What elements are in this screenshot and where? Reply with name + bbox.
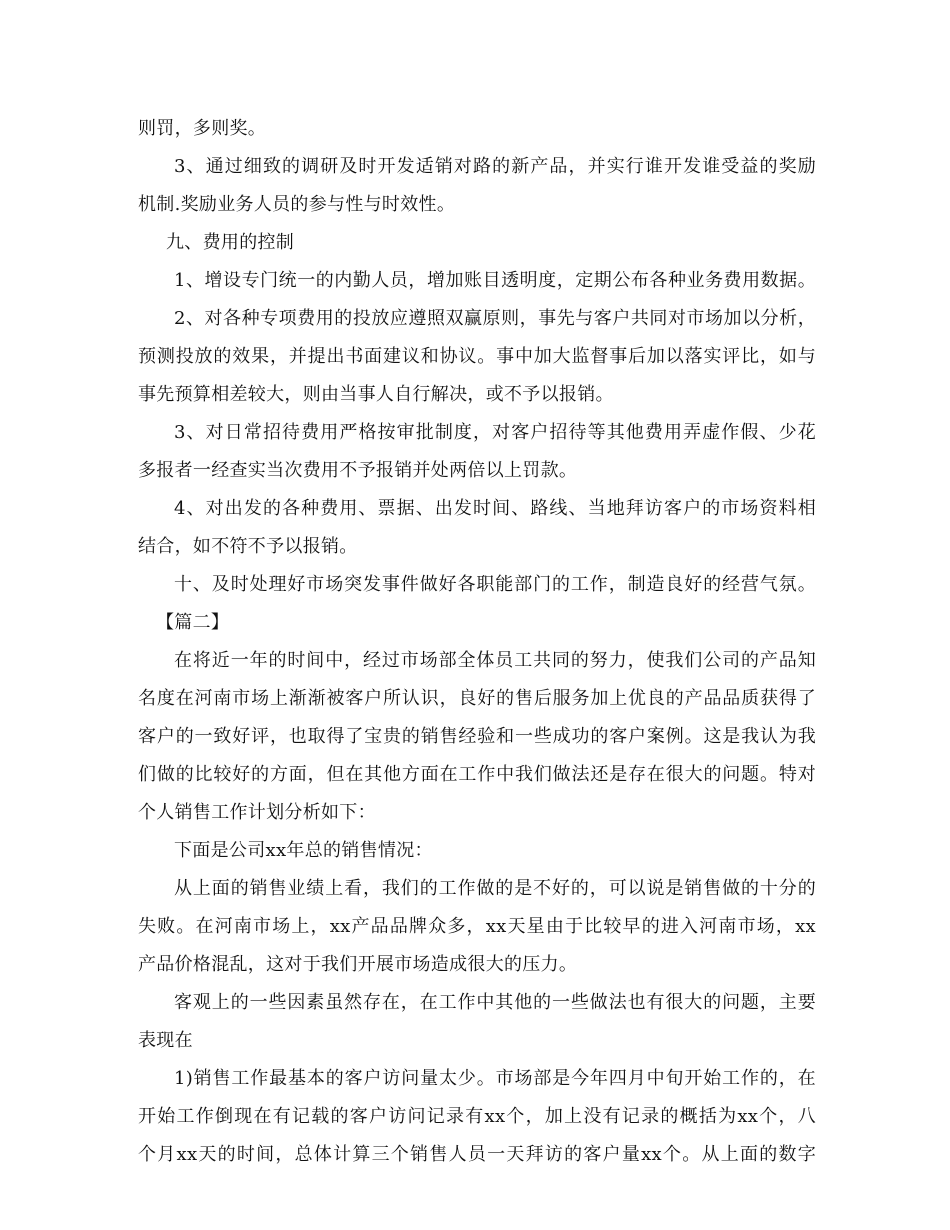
text-line: 下面是公司xx年总的销售情况： [174, 840, 433, 861]
text-line: 产品价格混乱，这对于我们开展市场造成很大的压力。 [138, 954, 578, 975]
text-line: 则罚，多则奖。 [138, 118, 267, 139]
document-body [138, 110, 816, 1174]
text-line: 机制.奖励业务人员的参与性与时效性。 [138, 194, 456, 215]
text-line: 2、对各种专项费用的投放应遵照双赢原则，事先与客户共同对市场加以分析， [174, 308, 816, 329]
text-line: 客户的一致好评，也取得了宝贵的销售经验和一些成功的客户案例。这是我认为我 [138, 726, 816, 747]
text-line: 开始工作倒现在有记载的客户访问记录有xx个，加上没有记录的概括为xx个，八 [138, 1106, 816, 1127]
text-line: 们做的比较好的方面，但在其他方面在工作中我们做法还是存在很大的问题。特对 [138, 764, 816, 785]
text-line: 1)销售工作最基本的客户访问量太少。市场部是今年四月中旬开始工作的，在 [174, 1068, 816, 1089]
text-line: 事先预算相差较大，则由当事人自行解决，或不予以报销。 [138, 384, 614, 405]
text-line: 从上面的销售业绩上看，我们的工作做的是不好的，可以说是销售做的十分的 [174, 878, 816, 899]
text-line: 失败。在河南市场上，xx产品品牌众多，xx天星由于比较早的进入河南市场，xx [138, 916, 816, 937]
text-line: 多报者一经查实当次费用不予报销并处两倍以上罚款。 [138, 460, 578, 481]
section-heading: 九、费用的控制 [166, 232, 295, 253]
text-line: 名度在河南市场上渐渐被客户所认识，良好的售后服务加上优良的产品品质获得了 [138, 688, 816, 709]
text-line: 3、对日常招待费用严格按审批制度，对客户招待等其他费用弄虚作假、少花 [174, 422, 816, 443]
text-line: 1、增设专门统一的内勤人员，增加账目透明度，定期公布各种业务费用数据。 [174, 270, 816, 291]
text-line: 表现在 [138, 1030, 193, 1051]
text-line: 个人销售工作计划分析如下： [138, 802, 376, 823]
part-heading: 【篇二】 [156, 612, 230, 633]
text-line: 预测投放的效果，并提出书面建议和协议。事中加大监督事后加以落实评比，如与 [138, 346, 816, 367]
text-line: 个月xx天的时间，总体计算三个销售人员一天拜访的客户量xx个。从上面的数字 [138, 1144, 816, 1165]
text-line: 3、通过细致的调研及时开发适销对路的新产品，并实行谁开发谁受益的奖励 [174, 156, 816, 177]
text-line: 客观上的一些因素虽然存在，在工作中其他的一些做法也有很大的问题，主要 [174, 992, 816, 1013]
text-line: 结合，如不符不予以报销。 [138, 536, 358, 557]
text-line: 4、对出发的各种费用、票据、出发时间、路线、当地拜访客户的市场资料相 [174, 498, 816, 519]
text-line: 在将近一年的时间中，经过市场部全体员工共同的努力，使我们公司的产品知 [174, 650, 816, 671]
section-heading: 十、及时处理好市场突发事件做好各职能部门的工作，制造良好的经营气氛。 [174, 574, 816, 595]
